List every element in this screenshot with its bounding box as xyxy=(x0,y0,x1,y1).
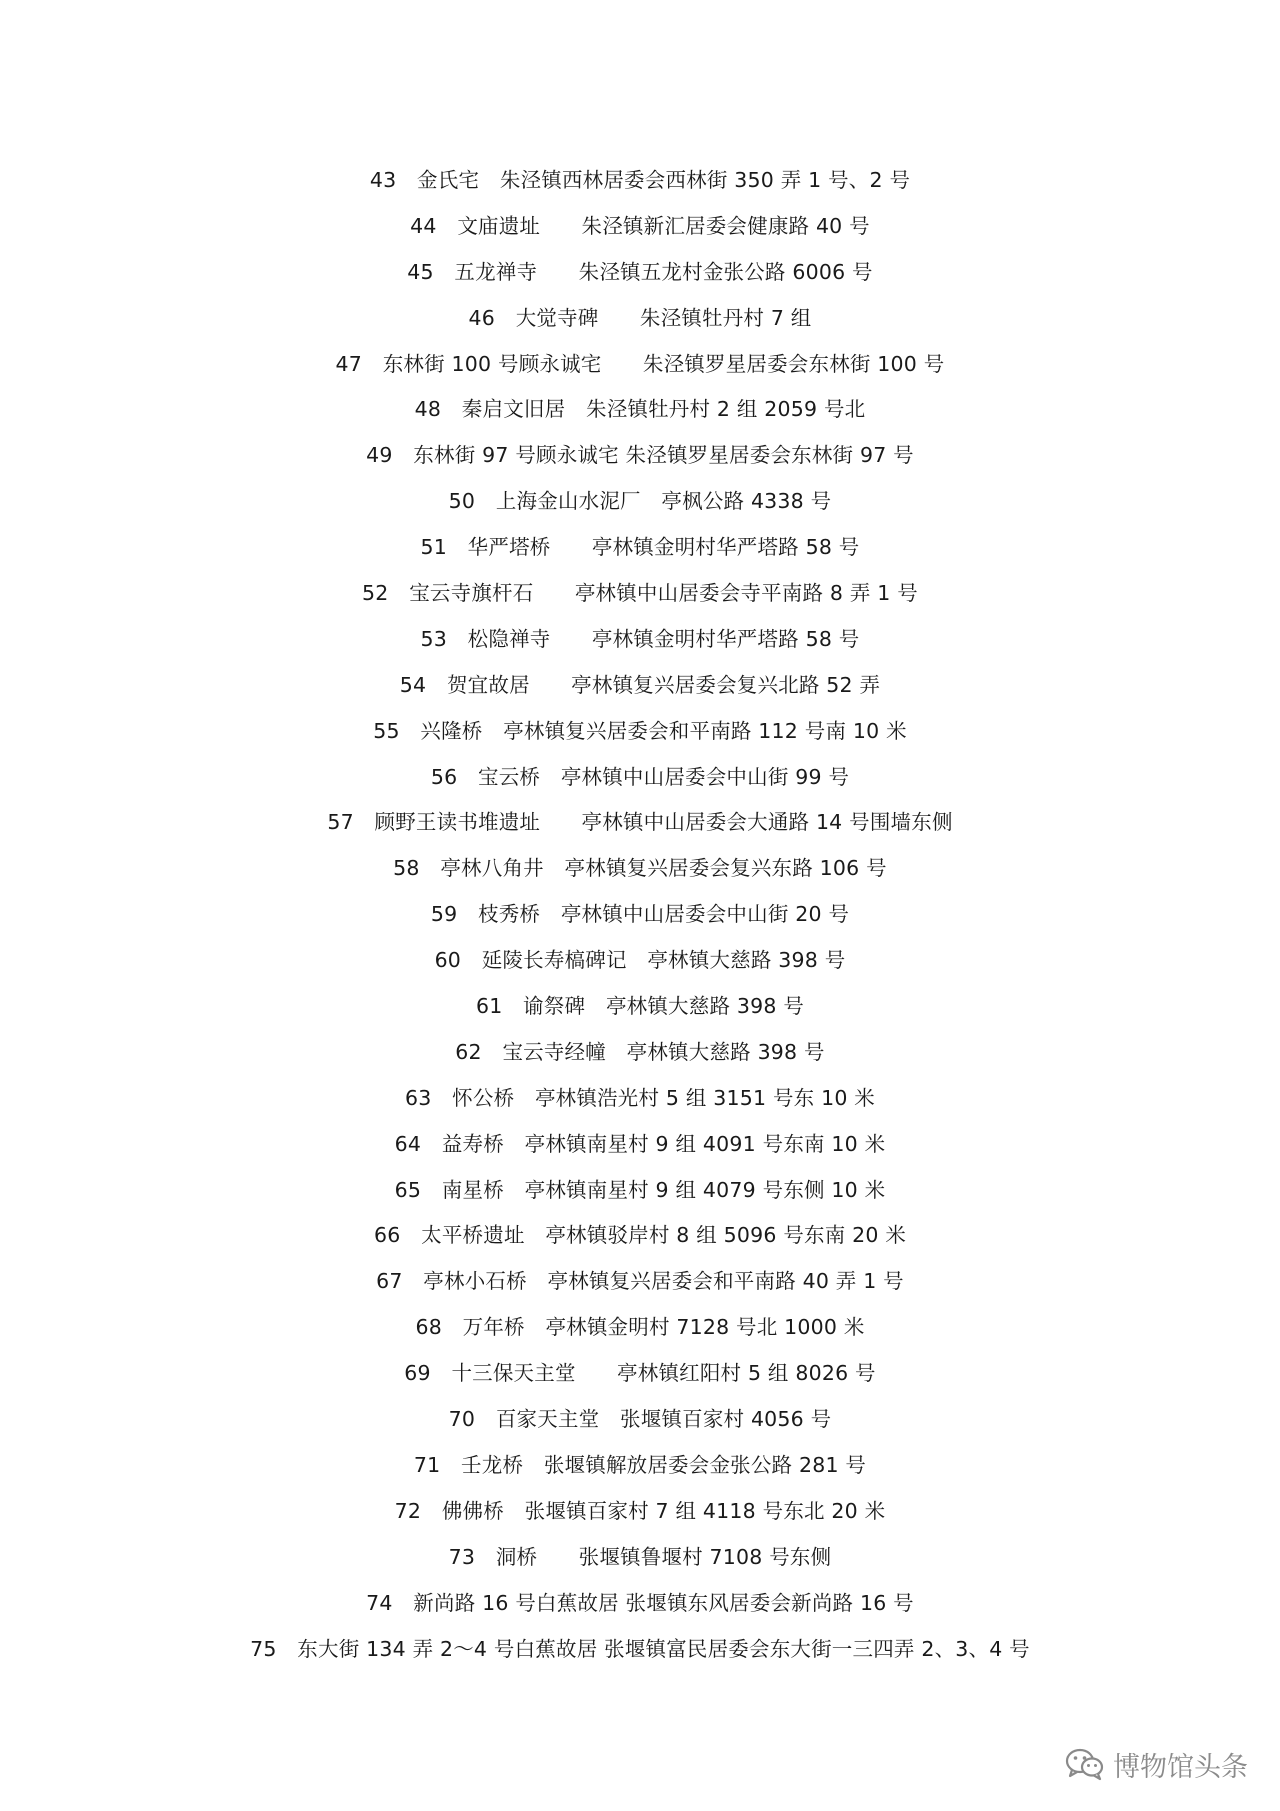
list-item: 46 大觉寺碑 朱泾镇牡丹村 7 组 xyxy=(468,305,812,330)
list-item: 67 亭林小石桥 亭林镇复兴居委会和平南路 40 弄 1 号 xyxy=(376,1269,904,1294)
list-item: 57 顾野王读书堆遗址 亭林镇中山居委会大通路 14 号围墙东侧 xyxy=(327,810,953,835)
list-item: 69 十三保天主堂 亭林镇红阳村 5 组 8026 号 xyxy=(404,1361,876,1386)
list-item: 44 文庙遗址 朱泾镇新汇居委会健康路 40 号 xyxy=(410,213,870,238)
list-item: 68 万年桥 亭林镇金明村 7128 号北 1000 米 xyxy=(415,1315,865,1340)
list-item: 66 太平桥遗址 亭林镇驳岸村 8 组 5096 号东南 20 米 xyxy=(373,1223,907,1248)
list-item: 45 五龙禅寺 朱泾镇五龙村金张公路 6006 号 xyxy=(407,259,873,284)
list-item: 51 华严塔桥 亭林镇金明村华严塔路 58 号 xyxy=(420,535,860,560)
list-item: 59 枝秀桥 亭林镇中山居委会中山街 20 号 xyxy=(430,902,850,927)
list-item: 63 怀公桥 亭林镇浩光村 5 组 3151 号东 10 米 xyxy=(405,1085,875,1110)
list-item: 55 兴隆桥 亭林镇复兴居委会和平南路 112 号南 10 米 xyxy=(373,718,907,743)
list-item: 54 贺宜故居 亭林镇复兴居委会复兴北路 52 弄 xyxy=(399,672,881,697)
list-item: 65 南星桥 亭林镇南星村 9 组 4079 号东侧 10 米 xyxy=(394,1177,886,1202)
list-item: 72 佛佛桥 张堰镇百家村 7 组 4118 号东北 20 米 xyxy=(394,1498,886,1523)
list-item: 58 亭林八角井 亭林镇复兴居委会复兴东路 106 号 xyxy=(393,856,887,881)
list-item: 56 宝云桥 亭林镇中山居委会中山街 99 号 xyxy=(430,764,850,789)
list-item: 74 新尚路 16 号白蕉故居 张堰镇东风居委会新尚路 16 号 xyxy=(366,1590,914,1615)
list-item: 47 东林街 100 号顾永诚宅 朱泾镇罗星居委会东林街 100 号 xyxy=(335,351,945,376)
heritage-site-list xyxy=(0,157,1280,1671)
watermark-text: 博物馆头条 xyxy=(1113,1751,1248,1783)
list-item: 61 谕祭碑 亭林镇大慈路 398 号 xyxy=(475,994,805,1019)
list-item: 70 百家天主堂 张堰镇百家村 4056 号 xyxy=(448,1407,832,1432)
list-item: 64 益寿桥 亭林镇南星村 9 组 4091 号东南 10 米 xyxy=(394,1131,886,1156)
list-item: 71 壬龙桥 张堰镇解放居委会金张公路 281 号 xyxy=(413,1452,867,1477)
list-item: 73 洞桥 张堰镇鲁堰村 7108 号东侧 xyxy=(448,1544,832,1569)
list-item: 43 金氏宅 朱泾镇西林居委会西林街 350 弄 1 号、2 号 xyxy=(369,168,911,192)
list-item: 53 松隐禅寺 亭林镇金明村华严塔路 58 号 xyxy=(420,626,860,651)
list-item: 49 东林街 97 号顾永诚宅 朱泾镇罗星居委会东林街 97 号 xyxy=(366,443,914,468)
list-item: 75 东大街 134 弄 2～4 号白蕉故居 张堰镇富民居委会东大街一三四弄 2、3、4 号 xyxy=(250,1636,1030,1661)
list-item: 48 秦启文旧居 朱泾镇牡丹村 2 组 2059 号北 xyxy=(414,397,866,422)
watermark xyxy=(1065,1742,1248,1786)
list-item: 62 宝云寺经幢 亭林镇大慈路 398 号 xyxy=(455,1039,825,1064)
list-item: 50 上海金山水泥厂 亭枫公路 4338 号 xyxy=(448,489,832,514)
list-item: 52 宝云寺旗杆石 亭林镇中山居委会寺平南路 8 弄 1 号 xyxy=(362,581,918,606)
wechat-icon xyxy=(1065,1747,1105,1781)
list-item: 60 延陵长寿槁碑记 亭林镇大慈路 398 号 xyxy=(434,948,846,973)
